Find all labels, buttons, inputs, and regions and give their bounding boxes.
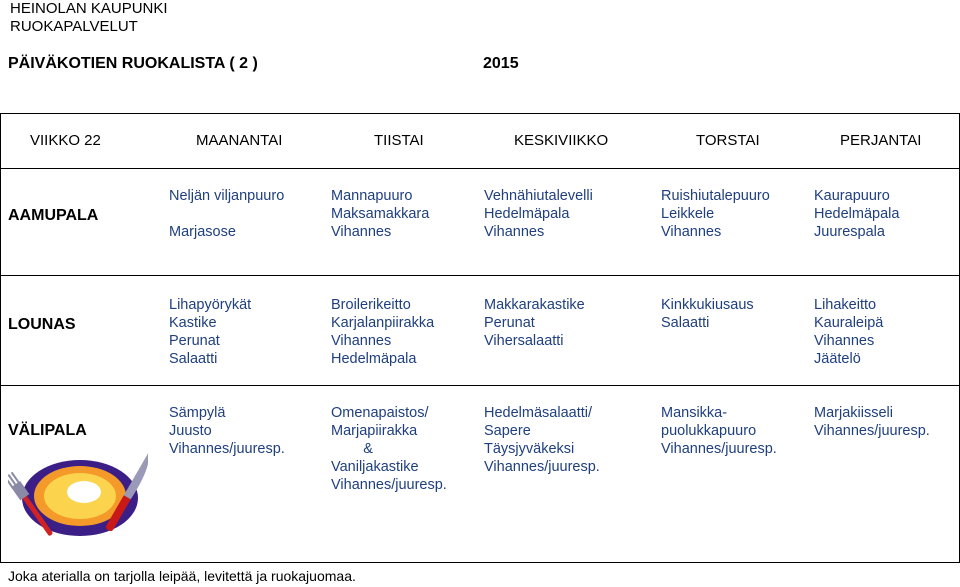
menu-cell [169, 296, 251, 368]
menu-item: Salaatti [169, 351, 218, 367]
menu-item: Mannapuuro [331, 188, 413, 204]
menu-item: Ruishiutalepuuro [661, 188, 770, 204]
menu-cell [484, 187, 593, 241]
header-row-rule [0, 168, 960, 169]
menu-item: Vihannes/juuresp. [331, 477, 447, 493]
menu-item: & [331, 441, 373, 457]
menu-item: Salaatti [661, 315, 710, 331]
day-friday: PERJANTAI [840, 132, 922, 149]
table-left-rule [0, 113, 1, 563]
menu-item: Vihannes/juuresp. [814, 423, 930, 439]
menu-item: Marjapiirakka [331, 423, 418, 439]
meal-breakfast-label: AAMUPALA [8, 207, 99, 224]
year-label: 2015 [483, 55, 519, 72]
menu-item: Vihannes [331, 224, 392, 240]
menu-cell [169, 404, 285, 458]
menu-item: Täysjyväkeksi [484, 441, 575, 457]
menu-cell [661, 404, 777, 458]
menu-item: Vihannes/juuresp. [169, 441, 285, 457]
footer-note: Joka aterialla on tarjolla leipää, levitettä ja ruokajuomaa. [8, 568, 356, 584]
menu-item: Juusto [169, 423, 212, 439]
menu-item: Vihersalaatti [484, 333, 564, 349]
menu-item: Omenapaistos/ [331, 405, 429, 421]
menu-cell [814, 296, 883, 368]
menu-item: Perunat [484, 315, 535, 331]
department-name: RUOKAPALVELUT [10, 18, 138, 35]
menu-item: Mansikka- [661, 405, 728, 421]
menu-cell [661, 296, 754, 332]
menu-item: Perunat [169, 333, 220, 349]
breakfast-row-rule [0, 275, 960, 276]
menu-cell [169, 187, 284, 241]
menu-item: Vihannes [484, 224, 545, 240]
menu-item: Jäätelö [814, 351, 861, 367]
menu-item: Vehnähiutalevelli [484, 188, 593, 204]
menu-item: Hedelmäpala [484, 206, 570, 222]
lunch-row-rule [0, 385, 960, 386]
table-top-rule [0, 113, 960, 114]
menu-item: Vihannes/juuresp. [484, 459, 600, 475]
menu-item: Neljän viljanpuuro [169, 188, 285, 204]
meal-lunch-label: LOUNAS [8, 316, 76, 333]
menu-item: Hedelmäpala [331, 351, 417, 367]
menu-item: Karjalanpiirakka [331, 315, 435, 331]
day-wednesday: KESKIVIIKKO [514, 132, 609, 149]
meal-snack-label: VÄLIPALA [8, 422, 87, 439]
menu-item: Kastike [169, 315, 217, 331]
menu-item: Sapere [484, 423, 531, 439]
snack-row-rule [0, 562, 960, 563]
menu-item: Hedelmäpala [814, 206, 900, 222]
page-title: PÄIVÄKOTIEN RUOKALISTA ( 2 ) [8, 55, 258, 72]
menu-item: Kauraleipä [814, 315, 884, 331]
menu-cell [484, 404, 600, 476]
menu-item: Vihannes [331, 333, 392, 349]
menu-cell [331, 187, 429, 241]
menu-item: Vihannes [661, 224, 722, 240]
org-name: HEINOLAN KAUPUNKI [10, 0, 168, 17]
menu-item: Vaniljakastike [331, 459, 419, 475]
menu-item: Kaurapuuro [814, 188, 890, 204]
menu-item: Marjasose [169, 224, 236, 240]
menu-item: Lihakeitto [814, 297, 877, 313]
week-label: VIIKKO 22 [30, 132, 101, 149]
menu-item: puolukkapuuro [661, 423, 757, 439]
day-monday: MAANANTAI [196, 132, 283, 149]
menu-cell [814, 187, 899, 241]
menu-item: Kinkkukiusaus [661, 297, 754, 313]
menu-cell [484, 296, 585, 350]
menu-item: Juurespala [814, 224, 885, 240]
menu-item [169, 205, 284, 223]
day-thursday: TORSTAI [696, 132, 760, 149]
menu-item: Vihannes [814, 333, 875, 349]
menu-item: Marjakiisseli [814, 405, 893, 421]
plate-with-fork-and-knife-icon [8, 440, 148, 540]
menu-item: Sämpylä [169, 405, 226, 421]
menu-item: Lihapyörykät [169, 297, 252, 313]
menu-cell [331, 404, 447, 494]
menu-item: Leikkele [661, 206, 715, 222]
day-tuesday: TIISTAI [374, 132, 424, 149]
menu-item: Vihannes/juuresp. [661, 441, 777, 457]
menu-cell [814, 404, 930, 440]
menu-item: Broilerikeitto [331, 297, 411, 313]
menu-item: Makkarakastike [484, 297, 585, 313]
menu-item: Hedelmäsalaatti/ [484, 405, 592, 421]
menu-cell [331, 296, 434, 368]
menu-cell [661, 187, 770, 241]
menu-item: Maksamakkara [331, 206, 430, 222]
